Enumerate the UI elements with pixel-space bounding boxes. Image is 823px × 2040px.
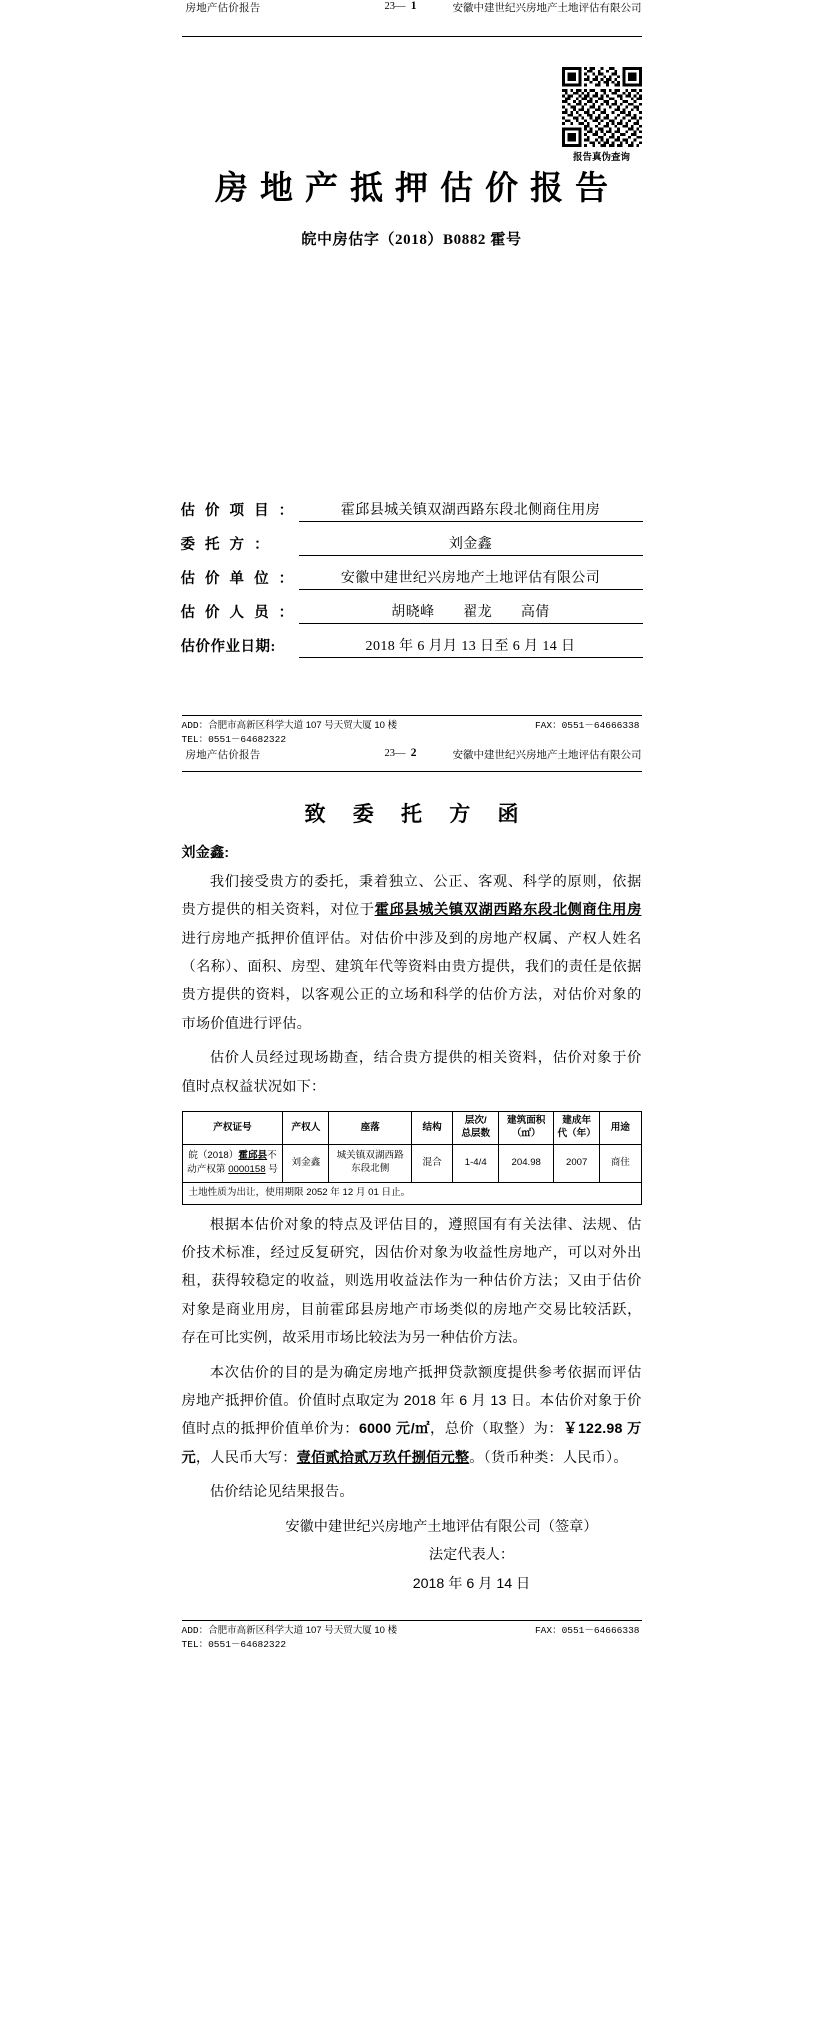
footer-tel: [182, 733, 642, 747]
td-year: 2007: [554, 1144, 600, 1182]
info-row-appraisers: [181, 601, 643, 624]
info-row-appraisal-firm: [181, 567, 643, 590]
info-value-client: 刘金鑫: [299, 533, 643, 556]
page-1-running-header: [182, 0, 642, 34]
letter-body: [182, 842, 642, 1507]
header-divider-2: [182, 771, 642, 772]
para4-part-d: 。（货币种类：人民币）。: [469, 1449, 628, 1466]
para1-part-a: 我们接受贵方的委托，秉着独立、公正、客观、科学的原则，依据贵方提供的相关资料，对位于: [181, 873, 642, 919]
total-price-value: ￥122.98 万元: [181, 1421, 642, 1466]
info-row-work-date: [181, 635, 643, 658]
letter-paragraph-2: 估价人员经过现场勘查，结合贵方提供的相关资料，估价对象于价值时点权益状况如下：: [181, 1050, 642, 1095]
header-company-name-2: 安徽中建世纪兴房地产土地评估有限公司: [452, 748, 642, 761]
para1-part-b: 进行房地产抵押价值评估。对估价中涉及到的房地产权属、产权人姓名（名称）、面积、房型、建筑年代等资料由贵方提供，我们的责任是依据贵方提供的资料，以客观公正的立场和科学的估价方法，对估价对象的市场价值进行评估。: [181, 930, 642, 1032]
para4-part-c: ，人民币大写：: [195, 1449, 297, 1466]
header-left-text: 房地产估价报告: [185, 2, 261, 14]
cert-no-county: 霍邱县: [238, 1149, 268, 1161]
header-page-value: 1: [410, 0, 417, 12]
page-1-footer: [182, 716, 642, 747]
table-note-row: [182, 1182, 641, 1204]
page-2-footer: [182, 1621, 642, 1652]
table-header-row: [182, 1112, 641, 1145]
letter-paragraph-4: [182, 1359, 642, 1473]
cert-no-suffix: 号: [265, 1164, 278, 1176]
footer-address-value-2: 合肥市高新区科学大道 107 号天贸大厦 10 楼: [208, 1624, 398, 1636]
info-label-appraisers: 估 价 人 员 ：: [180, 605, 297, 622]
para4-part-a: 本次估价的目的是为确定房地产抵押贷款额度提供参考依据而评估房地产抵押价值。价值时点取定为 2018 年 6 月 13 日。本估价对象于价值时点的抵押价值单价为：: [181, 1364, 642, 1438]
signature-legal-rep: 法定代表人：: [428, 1547, 515, 1564]
footer-address-label: ADD：: [181, 720, 209, 732]
footer-address-value: 合肥市高新区科学大道 107 号天贸大厦 10 楼: [208, 720, 398, 732]
th-cert-no: 产权证号: [182, 1112, 283, 1145]
th-area: 建筑面积 （㎡）: [499, 1112, 554, 1145]
footer-tel-label-2: TEL：: [181, 1638, 209, 1650]
cert-no-middle: 不动产权第: [187, 1149, 277, 1176]
header-page-prefix: 23—: [384, 1, 406, 12]
td-floor: 1-4/4: [453, 1144, 499, 1182]
qr-code-icon: [562, 67, 642, 147]
table-row: [182, 1144, 641, 1182]
info-row-client: [181, 533, 643, 556]
info-label-client: 委 托 方 ：: [180, 537, 272, 554]
info-value-project: 霍邱县城关镇双湖西路东段北侧商住用房: [299, 499, 643, 522]
cert-no-number: 0000158: [228, 1164, 266, 1176]
footer-tel-label: TEL：: [181, 734, 209, 746]
th-usage: 用途: [600, 1112, 641, 1145]
info-value-work-date: 2018 年 6 月月 13 日至 6 月 14 日: [299, 635, 643, 658]
header-page-number-2: [385, 747, 417, 759]
footer-fax: [535, 719, 640, 733]
th-location: 座落: [329, 1112, 412, 1145]
letter-salutation: 刘金鑫:: [181, 843, 230, 860]
letter-paragraph-1: [182, 868, 642, 1038]
report-number: 皖中房估字（2018）B0882 霍号: [301, 232, 522, 249]
signature-company: 安徽中建世纪兴房地产土地评估有限公司（签章）: [285, 1518, 598, 1535]
letter-paragraph-3: 根据本估价对象的特点及评估目的，遵照国有有关法律、法规、估价技术标准，经过反复研究，因估价对象为收益性房地产，可以对外出租，获得较稳定的收益，则选用收益法作为一种估价方法；又由于估价对象是商业用房，目前霍邱县房地产市场类似的房地产交易比较活跃，存在可比实例，故采用市场比较法为另一种估价方法。: [181, 1216, 642, 1347]
info-row-project: [181, 499, 643, 522]
cover-info-block: [181, 499, 643, 658]
header-page-value-2: 2: [410, 746, 417, 759]
qr-code-svg: [562, 67, 642, 147]
footer-tel-value: 0551－64682322: [208, 734, 287, 746]
info-value-appraisal-firm: 安徽中建世纪兴房地产土地评估有限公司: [299, 567, 643, 590]
para4-part-b: ，总价（取整）为：: [430, 1421, 564, 1438]
th-year: 建成年 代（年）: [554, 1112, 600, 1145]
signature-date: 2018 年 6 月 14 日: [412, 1575, 531, 1592]
signature-block: [182, 1513, 642, 1598]
info-label-appraisal-firm: 估 价 单 位 ：: [180, 571, 297, 588]
footer-tel-value-2: 0551－64682322: [208, 1638, 287, 1650]
info-label-project: 估 价 项 目 ：: [180, 503, 297, 520]
info-label-work-date: 估价作业日期:: [180, 639, 276, 656]
qr-caption: 报告真伪查询: [572, 152, 630, 163]
footer-fax-value: 0551－64666338: [561, 720, 640, 732]
letter-paragraph-5: 估价结论见结果报告。: [209, 1484, 354, 1501]
header-left-text-2: 房地产估价报告: [185, 748, 261, 761]
page-2: [0, 747, 823, 1652]
td-owner: 刘金鑫: [283, 1144, 329, 1182]
cover-spacer: [0, 249, 823, 499]
para1-subject-property: 霍邱县城关镇双湖西路东段北侧商住用房: [374, 902, 642, 919]
th-structure: 结构: [411, 1112, 452, 1145]
td-structure: 混合: [411, 1144, 452, 1182]
th-floor: 层次/ 总层数: [453, 1112, 499, 1145]
header-company-name: 安徽中建世纪兴房地产土地评估有限公司: [452, 2, 642, 14]
cert-no-prefix: 皖（2018）: [188, 1149, 239, 1161]
th-owner: 产权人: [283, 1112, 329, 1145]
info-value-appraisers: 胡晓峰 翟龙 高倩: [299, 601, 643, 624]
footer-fax-2: [535, 1624, 640, 1638]
td-area: 204.98: [499, 1144, 554, 1182]
td-usage: 商住: [600, 1144, 641, 1182]
footer-fax-value-2: 0551－64666338: [561, 1624, 640, 1636]
letter-title: 致 委 托 方 函: [304, 801, 530, 826]
footer-fax-label-2: FAX：: [534, 1624, 562, 1636]
unit-price-value: 6000 元/㎡: [359, 1421, 431, 1438]
td-cert-no: [182, 1144, 283, 1182]
cover-qr-area: [182, 37, 642, 163]
property-table: [182, 1111, 642, 1205]
footer-fax-label: FAX：: [534, 720, 562, 732]
header-page-prefix-2: 23—: [384, 747, 406, 759]
header-page-number: [385, 0, 417, 12]
td-land-note: 土地性质为出让，使用期限 2052 年 12 月 01 日止。: [182, 1182, 641, 1204]
footer-address-label-2: ADD：: [181, 1624, 209, 1636]
page-2-running-header: [182, 747, 642, 769]
total-price-in-words: 壹佰贰拾贰万玖仟捌佰元整: [296, 1449, 470, 1466]
footer-tel-2: [182, 1638, 642, 1652]
page-1: [0, 0, 823, 747]
td-location: 城关镇双湖西路 东段北侧: [329, 1144, 412, 1182]
page-title: 房地产抵押估价报告: [215, 171, 620, 207]
